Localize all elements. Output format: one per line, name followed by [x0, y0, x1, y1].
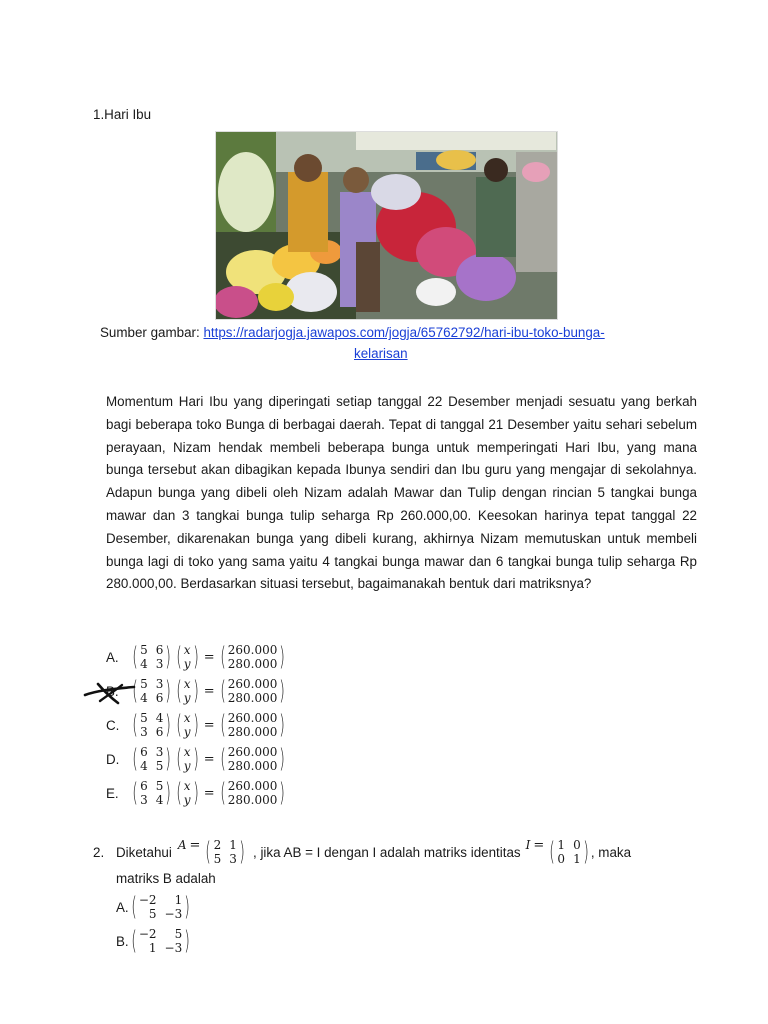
variable-vector-grid: [184, 677, 191, 705]
matrix-b-option: [129, 893, 193, 921]
result-vector: [218, 643, 288, 671]
matrix-a: [203, 838, 247, 866]
question-2-text-3: , maka: [590, 844, 632, 860]
right-paren: ): [165, 744, 172, 774]
question-2-line-2: matriks B adalah: [116, 871, 216, 886]
option-letter: A.: [106, 649, 119, 665]
left-paren: (: [549, 837, 556, 867]
matrix-i-values: [547, 838, 591, 866]
right-paren: ): [239, 837, 245, 867]
equals-sign: =: [203, 717, 215, 733]
matrix-entry: 6: [140, 779, 148, 793]
matrix-entry: 4: [140, 657, 148, 671]
matrix-entry: 3: [155, 657, 164, 671]
matrix-b-option: [129, 927, 193, 955]
matrix-entry: −3: [164, 941, 183, 955]
question-2-text-2: , jika AB = I dengan I adalah matriks identitas: [253, 844, 521, 860]
left-paren: (: [219, 778, 226, 808]
matrix-entry: x: [183, 745, 191, 759]
coefficient-matrix: [130, 745, 174, 773]
matrix-entry: 5: [140, 677, 148, 691]
option-letter: B.: [116, 933, 129, 949]
result-vector: [218, 779, 288, 807]
matrix-entry: 280.000: [227, 793, 278, 807]
variable-vector-grid: [184, 745, 191, 773]
flower-market-photo: [215, 131, 558, 320]
matrix-entry: x: [183, 711, 191, 725]
question-2-number: 2.: [93, 844, 105, 860]
variable-vector-grid: [184, 711, 191, 739]
coefficient-matrix-grid: [140, 677, 163, 705]
matrix-entry: y: [183, 691, 191, 705]
matrix-entry: 5: [140, 711, 148, 725]
matrix-entry: 1: [174, 893, 183, 907]
matrix-entry: y: [183, 793, 191, 807]
right-paren: ): [192, 676, 199, 706]
coefficient-matrix-grid: [140, 779, 163, 807]
matrix-entry: x: [183, 779, 191, 793]
matrix-entry: 6: [140, 745, 148, 759]
left-paren: (: [130, 892, 137, 922]
matrix-entry: 260.000: [227, 745, 278, 759]
result-vector-grid: [228, 711, 278, 739]
matrix-entry: x: [183, 677, 191, 691]
right-paren: ): [165, 676, 172, 706]
matrix-entry: 6: [155, 725, 164, 739]
left-paren: (: [175, 710, 182, 740]
matrix-a-label: A: [177, 838, 187, 852]
left-paren: (: [132, 778, 138, 808]
image-source: [100, 325, 700, 361]
left-paren: (: [219, 642, 226, 672]
question-2-line-1: [93, 838, 703, 866]
matrix-entry: 6: [155, 643, 164, 657]
matrix-entry: 4: [140, 759, 148, 773]
result-vector-grid: [228, 745, 278, 773]
right-paren: ): [192, 642, 199, 672]
matrix-entry: 1: [148, 941, 157, 955]
option-c: [106, 708, 288, 742]
matrix-entry: 3: [229, 852, 237, 866]
equals-sign: =: [203, 751, 215, 767]
result-vector-grid: [228, 677, 278, 705]
matrix-b-option-grid: [139, 927, 182, 955]
cross-mark: [82, 681, 138, 705]
result-vector-grid: [228, 643, 278, 671]
left-paren: (: [219, 744, 226, 774]
left-paren: (: [132, 744, 138, 774]
option-letter: E.: [106, 785, 119, 801]
matrix-entry: 0: [573, 838, 581, 852]
variable-vector: [174, 745, 201, 773]
equals-sign: =: [533, 838, 545, 853]
matrix-identity: [547, 838, 591, 866]
left-paren: (: [219, 710, 226, 740]
variable-vector: [174, 779, 201, 807]
right-paren: ): [165, 710, 172, 740]
left-paren: (: [132, 710, 138, 740]
left-paren: (: [175, 642, 182, 672]
matrix-entry: −3: [164, 907, 183, 921]
right-paren: ): [279, 710, 286, 740]
matrix-entry: 4: [140, 691, 148, 705]
matrix-a-values-grid: [214, 838, 237, 866]
left-paren: (: [175, 676, 182, 706]
matrix-entry: 2: [213, 838, 222, 852]
option-a: [106, 640, 288, 674]
matrix-entry: −2: [138, 893, 157, 907]
right-paren: ): [582, 837, 589, 867]
matrix-entry: y: [183, 657, 191, 671]
matrix-entry: y: [183, 725, 191, 739]
left-paren: (: [205, 837, 212, 867]
variable-vector-grid: [184, 643, 191, 671]
matrix-entry: 260.000: [227, 643, 278, 657]
left-paren: (: [132, 676, 138, 706]
right-paren: ): [279, 676, 286, 706]
equals-sign: =: [203, 785, 215, 801]
matrix-a-values: [203, 838, 247, 866]
coefficient-matrix-grid: [140, 643, 163, 671]
matrix-entry: 280.000: [227, 759, 278, 773]
matrix-entry: 260.000: [227, 779, 278, 793]
option-e: [106, 776, 288, 810]
source-link-line-1: https://radarjogja.jawapos.com/jogja/65762792/hari-ibu-toko-bunga-: [203, 325, 605, 340]
equals-sign: =: [203, 649, 215, 665]
right-paren: ): [184, 926, 191, 956]
matrix-b-option-grid: [139, 893, 182, 921]
variable-vector-grid: [184, 779, 191, 807]
left-paren: (: [175, 778, 182, 808]
matrix-entry: 3: [155, 677, 164, 691]
matrix-entry: 6: [155, 691, 164, 705]
q2-option-b: [116, 925, 192, 957]
variable-vector: [174, 711, 201, 739]
q2-option-a: [116, 891, 192, 923]
matrix-entry: 5: [155, 779, 164, 793]
matrix-entry: 1: [573, 852, 581, 866]
matrix-entry: 280.000: [227, 725, 278, 739]
result-vector: [218, 745, 288, 773]
question-1-paragraph: Momentum Hari Ibu yang diperingati setiap tanggal 22 Desember menjadi sesuatu yang berkah bagi beberapa toko Bunga di berbagai daerah. Tepat di tanggal 21 Desember yaitu sehari sebelum perayaan, Nizam hendak membeli beberapa bunga untuk memperingati Hari Ibu, yang mana bunga tersebut akan dibagikan kepada Ibunya sendiri dan Ibu guru yang mengajar di sekolahnya. Adapun bunga yang dibeli oleh Nizam adalah Mawar dan Tulip dengan rincian 5 tangkai bunga mawar dan 3 tangkai bunga tulip seharga Rp 260.000,00. Keesokan harinya tepat tanggal 22 Desember, dikarenakan bunga yang dibeli kurang, akhirnya Nizam memutuskan untuk membeli bunga lagi di toko yang sama yaitu 4 tangkai bunga mawar dan 6 tangkai bunga tulip seharga Rp 280.000,00. Berdasarkan situasi tersebut, bagaimanakah bentuk dari matriksnya?: [106, 394, 697, 592]
matrix-entry: 3: [140, 793, 148, 807]
matrix-entry: 5: [155, 759, 164, 773]
variable-vector: [174, 643, 201, 671]
coefficient-matrix: [130, 643, 174, 671]
matrix-entry: 1: [557, 838, 566, 852]
option-letter: A.: [116, 899, 129, 915]
matrix-entry: 280.000: [227, 657, 278, 671]
right-paren: ): [192, 744, 199, 774]
right-paren: ): [184, 892, 191, 922]
right-paren: ): [165, 778, 172, 808]
coefficient-matrix-grid: [140, 745, 163, 773]
matrix-i-label: I: [525, 838, 531, 852]
option-letter: D.: [106, 751, 120, 767]
question-2-text-1: Diketahui: [116, 844, 172, 860]
result-vector: [218, 677, 288, 705]
option-letter: C.: [106, 717, 120, 733]
flower-market-illustration: [216, 132, 557, 319]
matrix-entry: 1: [229, 838, 237, 852]
result-vector: [218, 711, 288, 739]
matrix-entry: x: [183, 643, 191, 657]
right-paren: ): [279, 642, 286, 672]
result-vector-grid: [228, 779, 278, 807]
matrix-entry: y: [183, 759, 191, 773]
equals-sign: =: [203, 683, 215, 699]
option-d: [106, 742, 288, 776]
right-paren: ): [192, 778, 199, 808]
option-letter: B.: [106, 683, 119, 699]
question-1-title: 1.Hari Ibu: [93, 107, 152, 122]
left-paren: (: [219, 676, 226, 706]
matrix-entry: 280.000: [227, 691, 278, 705]
coefficient-matrix: [130, 711, 174, 739]
right-paren: ): [279, 778, 286, 808]
matrix-entry: 0: [557, 852, 566, 866]
matrix-entry: 5: [213, 852, 222, 866]
left-paren: (: [175, 744, 182, 774]
right-paren: ): [279, 744, 286, 774]
equals-sign: =: [189, 838, 201, 853]
coefficient-matrix-grid: [140, 711, 163, 739]
matrix-entry: 5: [140, 643, 148, 657]
matrix-entry: 260.000: [227, 677, 278, 691]
matrix-entry: 5: [148, 907, 157, 921]
source-link-line-2: kelarisan: [354, 346, 408, 361]
right-paren: ): [165, 642, 172, 672]
left-paren: (: [130, 926, 137, 956]
matrix-entry: 5: [174, 927, 183, 941]
right-paren: ): [192, 710, 199, 740]
matrix-entry: 3: [140, 725, 148, 739]
variable-vector: [174, 677, 201, 705]
coefficient-matrix: [130, 779, 174, 807]
matrix-entry: −2: [138, 927, 157, 941]
source-label: Sumber gambar:: [100, 325, 200, 340]
matrix-entry: 260.000: [227, 711, 278, 725]
matrix-entry: 3: [155, 745, 164, 759]
matrix-i-values-grid: [557, 838, 580, 866]
matrix-entry: 4: [155, 711, 164, 725]
matrix-entry: 4: [155, 793, 164, 807]
left-paren: (: [132, 642, 138, 672]
